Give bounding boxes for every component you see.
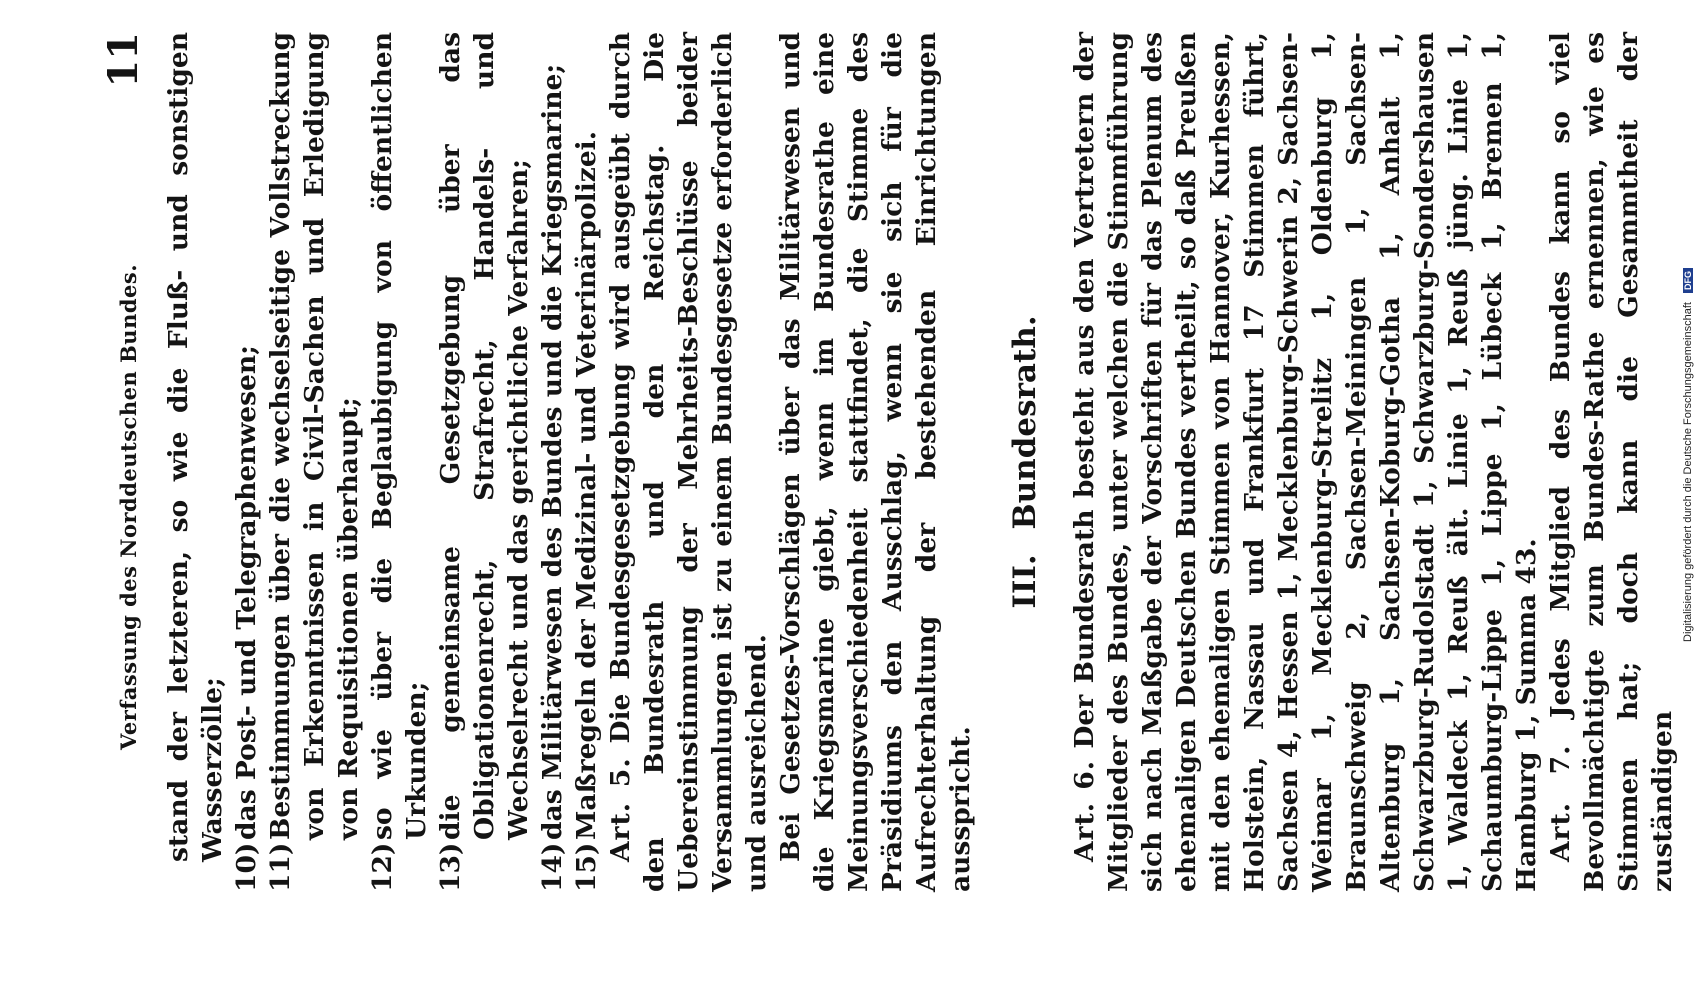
list-item-13 [434, 32, 536, 892]
article-label: Art. 5. [605, 757, 636, 862]
list-number: 15) [571, 842, 602, 892]
article-5-paragraph-2: Bei Gesetzes-Vorschlägen über das Militärwesen und die Kriegsmarine giebt, wenn im Bundesrathe eine Meinungsverschiedenheit stattfindet, die Stimme des Präsidiums den Ausschlag, wenn sie sich für die Aufrechterhaltung der bestehenden Einrichtungen ausspricht. [775, 32, 976, 892]
list-item-14 [536, 32, 570, 892]
list-number: 13) [435, 842, 466, 892]
article-6 [1068, 32, 1544, 892]
body-text [162, 32, 1680, 892]
article-5 [604, 32, 774, 892]
article-text: Der Bundesrath besteht aus den Vertretern der Mitglieder des Bundes, unter welchen die Stimmführung sich nach Maßgabe der Vorschriften für das Plenum des ehemaligen Deutschen Bundes vertheilt, so daß Preußen mit den ehemaligen Stimmen von Hannover, Kurhessen, Holstein, Nassau und Frankfurt 17 Stimmen führt, Sachsen 4, Hessen 1, Mecklenburg-Schwerin 2, Sachsen-Weimar 1, Mecklenburg-Strelitz 1, Oldenburg 1, Braunschweig 2, Sachsen-Meiningen 1, Sachsen-Altenburg 1, Sachsen-Koburg-Gotha 1, Anhalt 1, Schwarzburg-Rudolstadt 1, Schwarzburg-Sondershausen 1, Waldeck 1, Reuß ält. Linie 1, Reuß jüng. Linie 1, Schaumburg-Lippe 1, Lippe 1, Lübeck 1, Bremen 1, Hamburg 1, Summa 43. [1069, 32, 1542, 892]
list-text: so wie über die Beglaubigung von öffentlichen Urkunden; [367, 32, 432, 840]
credit-text: Digitalisierung gefördert durch die Deutsche Forschungsgemeinschaft [1682, 302, 1694, 642]
section-heading [1008, 32, 1042, 892]
list-number: 11) [265, 842, 296, 892]
list-item-15 [570, 32, 604, 892]
dfg-logo-icon: DFG [1683, 268, 1693, 293]
list-text: Maßregeln der Medizinal- und Veterinärpolizei. [571, 131, 602, 840]
list-text: das Militärwesen des Bundes und die Kriegsmarine; [537, 63, 568, 840]
credit-line [1682, 268, 1694, 642]
article-text: Die Bundesgesetzgebung wird ausgeübt durch den Bundesrath und den Reichstag. Die Uebereinstimmung der Mehrheits-Beschlüsse beider Versammlungen ist zu einem Bundesgesetze erforderlich und ausreichend. [605, 32, 772, 892]
article-label: Art. 6. [1069, 759, 1100, 862]
page-content [100, 32, 1678, 892]
section-number: III. [1007, 554, 1043, 609]
list-text: Bestimmungen über die wechselseitige Vollstreckung von Erkenntnissen in Civil-Sachen und Erledigung von Requisitionen überhaupt; [265, 32, 364, 840]
digitization-credit [1682, 2, 1702, 642]
list-number: 12) [367, 842, 398, 892]
list-item-12 [366, 32, 434, 892]
list-text: das Post- und Telegraphenwesen; [231, 345, 262, 840]
article-text: Jedes Mitglied des Bundes kann so viel Bevollmächtigte zum Bundes-Rathe ernennen, wie es Stimmen hat; doch kann die Gesammtheit der zuständigen [1545, 32, 1678, 892]
running-head: Verfassung des Norddeutschen Bundes. [116, 263, 141, 751]
list-item-10 [230, 32, 264, 892]
page-number: 11 [100, 32, 147, 88]
list-text: die gemeinsame Gesetzgebung über das Obligationenrecht, Strafrecht, Handels- und Wechselrecht und das gerichtliche Verfahren; [435, 32, 534, 840]
list-item-11 [264, 32, 366, 892]
article-7 [1544, 32, 1680, 892]
list-number: 10) [231, 842, 262, 892]
page-header [100, 32, 162, 892]
article-label: Art. 7. [1545, 744, 1576, 862]
list-number: 14) [537, 842, 568, 892]
continuation-line: stand der letzteren, so wie die Fluß- und sonstigen Wasserzölle; [163, 32, 228, 862]
section-title: Bundesrath. [1007, 315, 1043, 530]
